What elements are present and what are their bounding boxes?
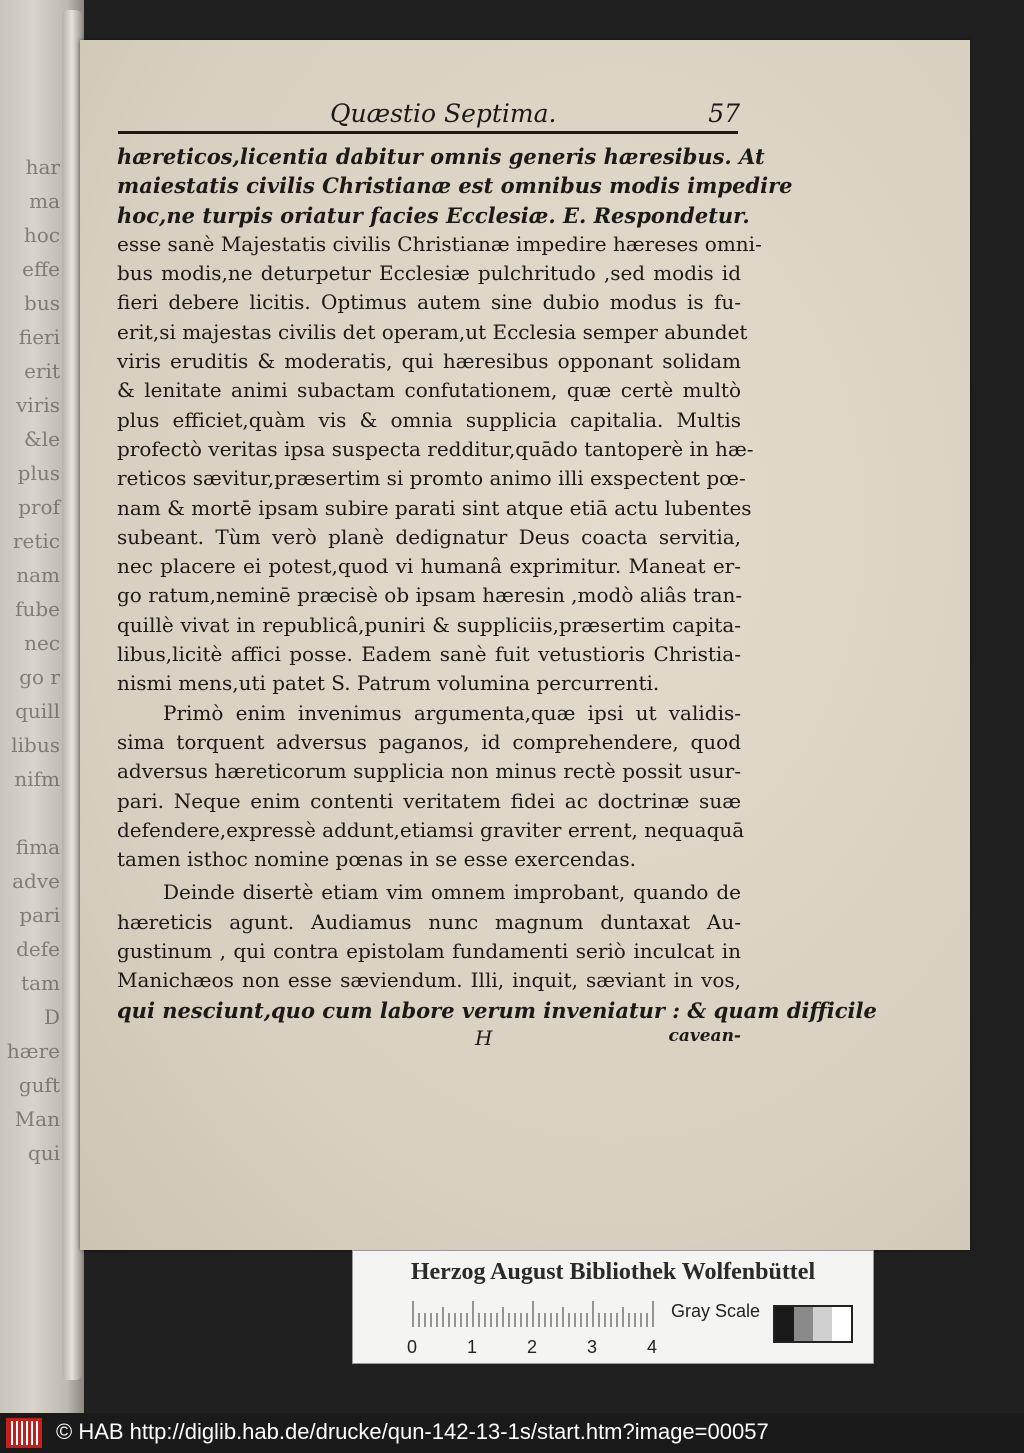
bleed-fragment: D	[43, 1005, 60, 1029]
bleed-fragment: ma	[29, 189, 60, 213]
text-line: & lenitate animi subactam confutationem, quæ certè multò	[117, 378, 741, 403]
bleed-fragment: prof	[18, 495, 60, 519]
ruler-number: 3	[587, 1337, 598, 1357]
bleed-fragment: retic	[12, 529, 60, 553]
text-line: Primò enim invenimus argumenta,quæ ipsi ut validis-	[163, 700, 741, 725]
text-line: libus,licitè affici posse. Eadem sanè fuit vetustioris Christia-	[117, 642, 741, 667]
bleed-fragment: tam	[21, 971, 60, 995]
text-line: maiestatis civilis Christianæ est omnibus modis impedire	[117, 173, 793, 199]
bleed-fragment: erit	[24, 359, 60, 383]
library-name: Herzog August Bibliothek Wolfenbüttel	[410, 1259, 816, 1285]
text-line: viris eruditis & moderatis, qui hæresibus opponant solidam	[117, 349, 741, 374]
gray-scale-swatch	[773, 1305, 853, 1343]
text-line: nam & mortē ipsam subire parati sint atque etiā actu lubentes	[117, 495, 752, 520]
swatch-cell	[794, 1307, 813, 1341]
text-line: reticos sævitur,præsertim si promto animo illi exspectent pœ-	[117, 466, 746, 491]
text-line: qui nesciunt,quo cum labore verum inveniatur : & quam difficile	[117, 997, 877, 1023]
text-line: Deinde disertè etiam vim omnem improbant, quando de	[163, 880, 741, 905]
bleed-fragment: hære	[6, 1039, 60, 1063]
bleed-fragment: har	[25, 155, 60, 179]
bleed-fragment: qui	[27, 1141, 60, 1165]
bleed-fragment: viris	[16, 393, 60, 417]
ruler-number: 1	[467, 1337, 478, 1357]
text-line: nismi mens,uti patet S. Patrum volumina percurrenti.	[117, 671, 660, 696]
bleed-fragment: &le	[23, 427, 60, 451]
bleed-fragment: nec	[24, 631, 60, 655]
bleed-fragment: fima	[15, 835, 60, 859]
ruler-number: 0	[407, 1337, 418, 1357]
previous-page-text	[0, 150, 60, 1170]
header-rule	[118, 131, 738, 134]
bleed-fragment	[0, 796, 60, 830]
swatch-cell	[813, 1307, 832, 1341]
bleed-fragment: hoc	[23, 223, 60, 247]
signature-mark: H	[475, 1026, 493, 1050]
bleed-fragment: go r	[19, 665, 60, 689]
source-url[interactable]: © HAB http://diglib.hab.de/drucke/qun-142-13-1s/start.htm?image=00057	[56, 1419, 769, 1444]
body-text	[117, 142, 877, 1025]
library-label	[352, 1250, 874, 1364]
text-line: defendere,expressè addunt,etiamsi graviter errent, nequaquā	[117, 817, 745, 842]
bleed-fragment: nifm	[14, 767, 60, 791]
ruler-number: 2	[527, 1337, 538, 1357]
ruler-scale	[411, 1299, 657, 1327]
bleed-fragment: nam	[16, 563, 60, 587]
text-line: gustinum , qui contra epistolam fundamenti seriò inculcat in	[117, 939, 741, 964]
footer-bar	[0, 1413, 1024, 1453]
page-number: 57	[708, 99, 740, 128]
text-line: profectò veritas ipsa suspecta redditur,quādo tantoperè in hæ-	[117, 436, 754, 461]
bleed-fragment: libus	[11, 733, 60, 757]
text-line: fieri debere licitis. Optimus autem sine dubio modus is fu-	[117, 290, 741, 315]
text-line: sima torquent adversus paganos, id comprehendere, quod	[117, 729, 741, 754]
bleed-fragment: guft	[18, 1073, 60, 1097]
bleed-fragment: fieri	[18, 325, 60, 349]
swatch-cell	[832, 1307, 851, 1341]
page-footer	[117, 1026, 741, 1056]
text-line: hoc,ne turpis oriatur facies Ecclesiæ. E. Respondetur.	[117, 202, 750, 228]
text-line: esse sanè Majestatis civilis Christianæ impedire hæreses omni-	[117, 231, 762, 256]
text-line: subeant. Tùm verò planè dedignatur Deus coacta servitia,	[117, 524, 741, 549]
text-line: hæreticos,licentia dabitur omnis generis hæresibus. At	[117, 144, 765, 169]
text-line: pari. Neque enim contenti veritatem fidei ac doctrinæ suæ	[117, 788, 741, 813]
text-line: bus modis,ne deturpetur Ecclesiæ pulchritudo ,sed modis id	[117, 261, 741, 286]
bleed-fragment: plus	[17, 461, 60, 485]
catchword: cavean-	[668, 1026, 741, 1046]
running-title: Quæstio Septima.	[330, 99, 557, 128]
gray-scale-label: Gray Scale	[671, 1301, 761, 1321]
ruler-number: 4	[647, 1337, 658, 1357]
bleed-fragment: quill	[15, 699, 60, 723]
bleed-fragment: Man	[14, 1107, 60, 1131]
bleed-fragment: fube	[15, 597, 60, 621]
swatch-cell	[775, 1307, 794, 1341]
bleed-fragment: defe	[16, 937, 60, 961]
text-line: nec placere ei potest,quod vi humanâ exprimitur. Maneat er-	[117, 554, 741, 579]
text-line: adversus hæreticorum supplicia non minus rectè possit usur-	[117, 759, 741, 784]
text-line: erit,si majestas civilis det operam,ut Ecclesia semper abundet	[117, 319, 748, 344]
text-line: quillè vivat in republicâ,puniri & suppliciis,præsertim capita-	[117, 612, 741, 637]
text-line: hæreticis agunt. Audiamus nunc magnum duntaxat Au-	[117, 909, 741, 934]
barcode-icon	[6, 1418, 42, 1448]
bleed-fragment: effe	[22, 257, 60, 281]
text-line: plus efficiet,quàm vis & omnia supplicia capitalia. Multis	[117, 407, 741, 432]
bleed-fragment: pari	[19, 903, 60, 927]
text-line: tamen isthoc nomine pœnas in se esse exercendas.	[117, 847, 636, 872]
bleed-fragment: bus	[24, 291, 60, 315]
page-fold	[62, 10, 82, 1380]
bleed-fragment: adve	[12, 869, 60, 893]
text-line: Manichæos non esse sæviendum. Illi, inquit, sæviant in vos,	[117, 968, 741, 993]
text-line: go ratum,neminē præcisè ob ipsam hæresin ,modò aliâs tran-	[117, 583, 743, 608]
